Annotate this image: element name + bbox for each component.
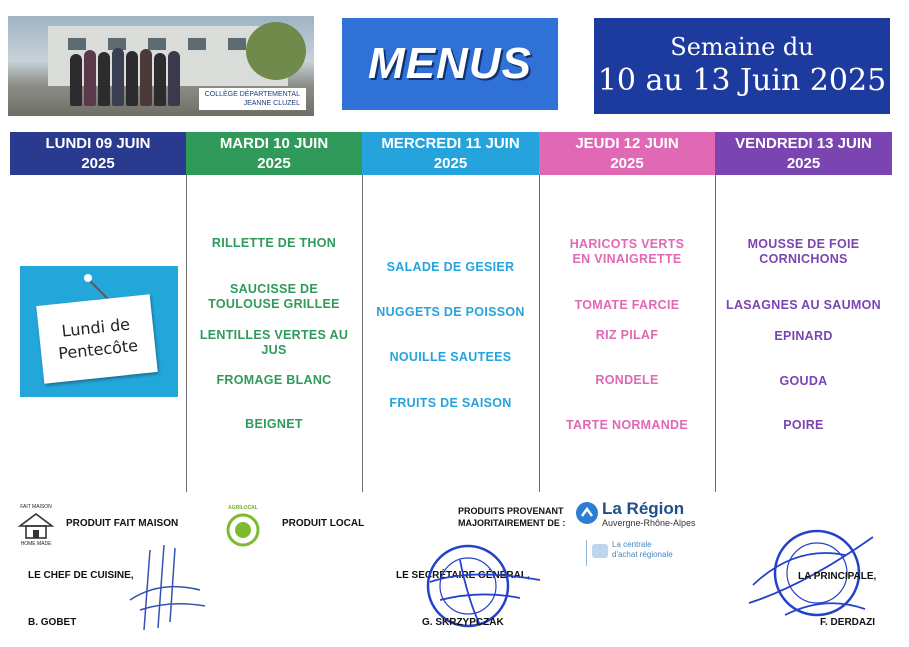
secretaire-role: LE SECRÉTAIRE GÉNÉRAL, bbox=[396, 570, 530, 581]
pentecote-line2: Pentecôte bbox=[57, 335, 139, 364]
students-group bbox=[70, 46, 190, 106]
fait-maison-icon-bottom: HOME MADE bbox=[20, 541, 52, 547]
menu-item: SALADE DE GESIER bbox=[386, 260, 515, 274]
menu-item: TARTE NORMANDE bbox=[565, 418, 689, 432]
day-year: 2025 bbox=[81, 154, 115, 172]
provenance-line1: PRODUITS PROVENANT bbox=[458, 506, 564, 516]
fait-maison-label: PRODUIT FAIT MAISON bbox=[66, 518, 179, 529]
centrale-line1: La centrale bbox=[612, 540, 652, 549]
region-chevron-icon bbox=[576, 502, 598, 524]
menu-item: MOUSSE DE FOIE CORNICHONS bbox=[747, 237, 860, 266]
page-title: MENUS bbox=[368, 39, 532, 88]
day-header-jeudi bbox=[539, 132, 715, 175]
region-logo-icon bbox=[576, 502, 598, 524]
menu-item: NOUILLE SAUTEES bbox=[389, 350, 512, 364]
day-label: LUNDI 09 JUIN bbox=[45, 134, 151, 152]
provenance-line2: MAJORITAIREMENT DE : bbox=[458, 518, 566, 528]
centrale-line2: d'achat régionale bbox=[612, 550, 673, 559]
menu-item: LASAGNES AU SAUMON bbox=[726, 298, 881, 312]
principale-role: LA PRINCIPALE, bbox=[798, 571, 877, 582]
day-year: 2025 bbox=[257, 154, 291, 172]
local-icon-text: AGRILOCAL bbox=[228, 505, 258, 511]
fait-maison-icon-top: FAIT MAISON bbox=[20, 504, 52, 510]
building-window bbox=[228, 38, 246, 50]
column-divider bbox=[362, 175, 363, 492]
principale-name: F. DERDAZI bbox=[820, 617, 875, 628]
house-icon bbox=[16, 512, 56, 542]
menus-title-box bbox=[342, 18, 558, 110]
day-label: MERCREDI 11 JUIN bbox=[381, 134, 520, 152]
nail-icon bbox=[84, 274, 92, 282]
menu-item: FROMAGE BLANC bbox=[216, 373, 332, 387]
chef-signature bbox=[120, 540, 210, 635]
pentecote-sign bbox=[36, 294, 158, 383]
centrale-divider bbox=[586, 540, 587, 566]
chef-role: LE CHEF DE CUISINE, bbox=[28, 570, 134, 581]
school-photo bbox=[8, 16, 314, 116]
day-year: 2025 bbox=[610, 154, 644, 172]
menu-item: BEIGNET bbox=[245, 417, 303, 431]
menu-item: TOMATE FARCIE bbox=[574, 298, 680, 312]
day-label: VENDREDI 13 JUIN bbox=[735, 134, 872, 152]
produit-local-icon bbox=[222, 505, 264, 547]
menu-item: RIZ PILAF bbox=[595, 328, 659, 342]
day-header-mardi bbox=[186, 132, 362, 175]
cart-icon bbox=[592, 544, 608, 558]
day-label: MARDI 10 JUIN bbox=[219, 134, 329, 152]
menu-item: POIRE bbox=[783, 418, 824, 432]
menu-item: RILLETTE DE THON bbox=[211, 236, 337, 250]
building-window bbox=[188, 38, 206, 50]
tree bbox=[246, 22, 306, 80]
day-header-vendredi bbox=[715, 132, 892, 175]
menu-item: SAUCISSE DE TOULOUSE GRILLEE bbox=[208, 282, 340, 311]
day-header-lundi bbox=[10, 132, 186, 175]
school-caption bbox=[199, 88, 306, 110]
pentecote-line1: Lundi de bbox=[60, 314, 131, 341]
menu-item: GOUDA bbox=[779, 374, 828, 388]
centrale-logo bbox=[612, 540, 673, 560]
region-name: La Région bbox=[602, 499, 685, 518]
day-header-mercredi bbox=[362, 132, 539, 175]
week-line1: Semaine du bbox=[670, 33, 814, 61]
school-caption-line1: COLLÈGE DÉPARTEMENTAL bbox=[204, 91, 300, 98]
leaf-circle-icon bbox=[222, 513, 264, 547]
menu-item: EPINARD bbox=[774, 329, 833, 343]
menu-item: HARICOTS VERTS EN VINAIGRETTE bbox=[569, 237, 685, 266]
chef-name: B. GOBET bbox=[28, 617, 77, 628]
day-label: JEUDI 12 JUIN bbox=[575, 134, 679, 152]
menu-item: LENTILLES VERTES AU JUS bbox=[199, 328, 349, 357]
menu-item: NUGGETS DE POISSON bbox=[376, 305, 525, 319]
week-line2: 10 au 13 Juin 2025 bbox=[597, 63, 887, 98]
produit-local-label: PRODUIT LOCAL bbox=[282, 518, 365, 529]
region-sub: Auvergne-Rhône-Alpes bbox=[602, 518, 696, 528]
secretaire-name: G. SKRZYPCZAK bbox=[422, 617, 504, 628]
pentecote-card bbox=[20, 266, 178, 397]
menu-item: RONDELE bbox=[595, 373, 659, 387]
week-box bbox=[594, 18, 890, 114]
school-caption-line2: JEANNE CLUZEL bbox=[243, 100, 300, 107]
region-logo bbox=[602, 500, 696, 529]
provenance-text bbox=[458, 505, 565, 529]
menu-item: FRUITS DE SAISON bbox=[389, 396, 512, 410]
fait-maison-icon bbox=[16, 504, 56, 548]
day-year: 2025 bbox=[433, 154, 468, 172]
day-year: 2025 bbox=[786, 154, 821, 172]
